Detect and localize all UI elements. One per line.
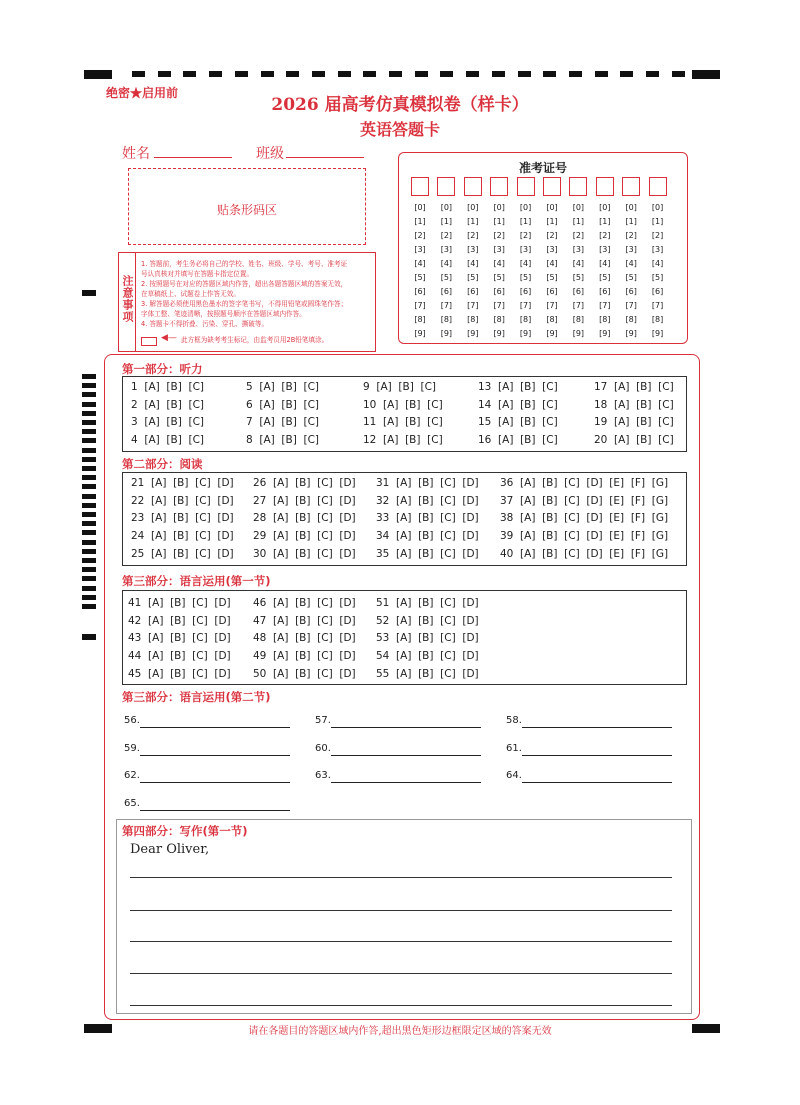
- notice-box: [118, 252, 376, 352]
- exam-id-digit-option[interactable]: [6]: [467, 287, 479, 296]
- question-options[interactable]: 25 [A] [B] [C] [D]: [131, 547, 234, 560]
- question-options[interactable]: 20 [A] [B] [C]: [594, 433, 674, 446]
- exam-id-digit-option[interactable]: [2]: [546, 231, 558, 240]
- exam-id-digit-option[interactable]: [4]: [519, 259, 532, 268]
- exam-id-digit-option[interactable]: [5]: [599, 273, 611, 282]
- exam-id-digit-option[interactable]: [8]: [519, 315, 532, 324]
- timing-dash: [82, 411, 96, 416]
- notice-label: 注意事项: [121, 275, 134, 323]
- question-options[interactable]: 50 [A] [B] [C] [D]: [253, 667, 356, 680]
- exam-id-digit-option[interactable]: [1]: [625, 217, 637, 226]
- exam-id-digit-option[interactable]: [3]: [440, 245, 453, 254]
- writing-greeting: Dear Oliver,: [130, 842, 210, 857]
- exam-id-digit-option[interactable]: [7]: [625, 301, 637, 310]
- timing-dash: [440, 71, 453, 77]
- timing-dash: [82, 576, 96, 581]
- class-label: 班级: [256, 146, 284, 162]
- question-options[interactable]: 10 [A] [B] [C]: [363, 398, 443, 411]
- blank-answer-line[interactable]: [140, 755, 290, 756]
- exam-id-digit-option[interactable]: [2]: [519, 231, 532, 240]
- name-label: 姓名: [122, 146, 150, 162]
- exam-id-digit-option[interactable]: [5]: [625, 273, 637, 282]
- timing-dash: [82, 402, 96, 407]
- question-options[interactable]: 8 [A] [B] [C]: [246, 433, 320, 446]
- question-options[interactable]: 54 [A] [B] [C] [D]: [376, 650, 479, 663]
- exam-id-digit-option[interactable]: [2]: [572, 231, 585, 240]
- exam-id-digit-option[interactable]: [8]: [467, 315, 479, 324]
- exam-id-digit-option[interactable]: [0]: [546, 203, 558, 212]
- question-options[interactable]: 24 [A] [B] [C] [D]: [131, 530, 234, 543]
- blank-number: 61.: [506, 742, 522, 754]
- notice-text: [141, 259, 373, 329]
- timing-dash: [82, 438, 96, 443]
- question-options[interactable]: 28 [A] [B] [C] [D]: [253, 512, 356, 525]
- exam-id-digit-option[interactable]: [4]: [572, 259, 585, 268]
- question-options[interactable]: 41 [A] [B] [C] [D]: [128, 597, 231, 609]
- exam-id-digit-option[interactable]: [0]: [572, 203, 585, 212]
- timing-dash: [82, 457, 96, 462]
- barcode-area[interactable]: [128, 168, 366, 245]
- timing-dash: [158, 71, 171, 77]
- exam-id-digit-option[interactable]: [4]: [599, 259, 611, 268]
- question-options[interactable]: 42 [A] [B] [C] [D]: [128, 614, 231, 627]
- exam-id-digit-option[interactable]: [5]: [493, 273, 505, 282]
- exam-id-digit-option[interactable]: [3]: [467, 245, 479, 254]
- question-options[interactable]: 15 [A] [B] [C]: [478, 416, 558, 428]
- question-options[interactable]: 31 [A] [B] [C] [D]: [376, 477, 479, 489]
- question-options[interactable]: 11 [A] [B] [C]: [363, 416, 443, 428]
- exam-id-digit-option[interactable]: [0]: [414, 203, 426, 212]
- exam-id-digit-option[interactable]: [7]: [599, 301, 611, 310]
- exam-id-box[interactable]: [596, 177, 614, 196]
- timing-mark-top-left: [84, 70, 112, 79]
- exam-id-digit-option[interactable]: [7]: [546, 301, 558, 310]
- exam-id-digit-option[interactable]: [1]: [546, 217, 558, 226]
- question-options[interactable]: 51 [A] [B] [C] [D]: [376, 597, 479, 609]
- timing-dash: [82, 383, 96, 388]
- exam-id-digit-option[interactable]: [8]: [572, 315, 585, 324]
- exam-id-digit-option[interactable]: [5]: [546, 273, 558, 282]
- timing-dash: [82, 567, 96, 572]
- question-options[interactable]: 12 [A] [B] [C]: [363, 433, 443, 446]
- timing-dash: [595, 71, 608, 77]
- blank-number: 64.: [506, 770, 522, 781]
- exam-id-box[interactable]: [464, 177, 482, 196]
- blank-number: 60.: [315, 742, 331, 754]
- exam-id-digit-option[interactable]: [0]: [467, 203, 479, 212]
- exam-id-digit-option[interactable]: [9]: [599, 329, 611, 338]
- exam-id-digit-option[interactable]: [0]: [493, 203, 505, 212]
- exam-id-digit-option[interactable]: [8]: [414, 315, 426, 324]
- blank-answer-line[interactable]: [522, 727, 672, 728]
- page-subtitle: 英语答题卡: [359, 120, 440, 139]
- exam-id-digit-option[interactable]: [3]: [651, 245, 664, 254]
- writing-line[interactable]: [130, 941, 672, 942]
- question-options[interactable]: 39 [A] [B] [C] [D] [E] [F] [G]: [500, 530, 669, 543]
- timing-dash: [312, 71, 325, 77]
- notice-item: 3. 解答题必须使用黑色墨水的签字笔书写，不得用铅笔或圆珠笔作答；: [141, 300, 348, 308]
- timing-dash: [82, 503, 96, 508]
- section-writing-title: 第四部分：写作(第一节): [122, 824, 248, 838]
- timing-dash: [183, 71, 196, 77]
- notice-label-column: [119, 253, 136, 351]
- exam-id-digit-option[interactable]: [3]: [493, 245, 505, 254]
- timing-dash: [82, 466, 96, 471]
- question-options[interactable]: 46 [A] [B] [C] [D]: [253, 597, 356, 609]
- arrow-left-icon: ◀—: [161, 333, 177, 343]
- timing-dash: [82, 420, 96, 425]
- exam-id-digit-option[interactable]: [2]: [599, 231, 611, 240]
- timing-dash: [82, 475, 96, 480]
- timing-dash: [235, 71, 248, 77]
- blank-number: 56.: [124, 715, 140, 726]
- question-options[interactable]: 29 [A] [B] [C] [D]: [253, 530, 356, 543]
- timing-dash: [82, 586, 96, 591]
- exam-id-digit-option[interactable]: [3]: [599, 245, 611, 254]
- exam-id-digit-option[interactable]: [2]: [467, 231, 479, 240]
- question-options[interactable]: 36 [A] [B] [C] [D] [E] [F] [G]: [500, 477, 669, 489]
- question-options[interactable]: 4 [A] [B] [C]: [131, 433, 205, 446]
- timing-dash: [82, 604, 96, 609]
- notice-item: 2. 按照题号在对应的答题区域内作答，超出各题答题区域的答案无效，: [141, 280, 348, 288]
- blank-answer-line[interactable]: [140, 810, 290, 811]
- exam-id-digit-option[interactable]: [6]: [572, 287, 585, 296]
- blank-answer-line[interactable]: [140, 727, 290, 728]
- question-options[interactable]: 43 [A] [B] [C] [D]: [128, 632, 231, 645]
- blank-answer-line[interactable]: [522, 755, 672, 756]
- question-options[interactable]: 32 [A] [B] [C] [D]: [376, 494, 479, 507]
- exam-id-digit-option[interactable]: [6]: [625, 287, 637, 296]
- exam-id-digit-option[interactable]: [2]: [414, 231, 426, 240]
- exam-id-digit-option[interactable]: [5]: [440, 273, 453, 282]
- exam-id-digit-option[interactable]: [3]: [546, 245, 558, 254]
- timing-dash: [82, 290, 96, 296]
- timing-dash: [82, 374, 96, 379]
- exam-id-panel: [398, 152, 688, 344]
- timing-dash: [466, 71, 479, 77]
- timing-dash: [82, 512, 96, 517]
- exam-id-digit-option[interactable]: [9]: [467, 329, 479, 338]
- timing-dash: [132, 71, 145, 77]
- exam-id-digit-option[interactable]: [2]: [625, 231, 637, 240]
- question-options[interactable]: 38 [A] [B] [C] [D] [E] [F] [G]: [500, 512, 669, 525]
- timing-dash: [82, 595, 96, 600]
- timing-dash: [492, 71, 505, 77]
- writing-line[interactable]: [130, 973, 672, 974]
- notice-item: 4. 答题卡不得折叠、污染、穿孔、撕破等。: [141, 320, 269, 328]
- question-options[interactable]: 44 [A] [B] [C] [D]: [128, 650, 231, 663]
- question-options[interactable]: 21 [A] [B] [C] [D]: [131, 477, 234, 489]
- exam-id-digit-option[interactable]: [9]: [440, 329, 453, 338]
- absent-note: 此方框为缺考考生标记，由监考员用2B铅笔填涂。: [181, 336, 329, 344]
- timing-dash: [82, 540, 96, 545]
- exam-id-digit-option[interactable]: [1]: [599, 217, 611, 226]
- exam-id-digit-option[interactable]: [0]: [440, 203, 453, 212]
- writing-line[interactable]: [130, 1005, 672, 1006]
- question-options[interactable]: 18 [A] [B] [C]: [594, 398, 674, 411]
- absent-mark-box[interactable]: [141, 337, 157, 346]
- blank-number: 57.: [315, 715, 331, 726]
- exam-id-digit-option[interactable]: [4]: [493, 259, 505, 268]
- exam-id-digit-option[interactable]: [5]: [414, 273, 426, 282]
- exam-id-digit-option[interactable]: [3]: [625, 245, 637, 254]
- exam-id-box[interactable]: [437, 177, 455, 196]
- exam-id-digit-option[interactable]: [8]: [493, 315, 505, 324]
- question-options[interactable]: 49 [A] [B] [C] [D]: [253, 650, 356, 663]
- question-options[interactable]: 35 [A] [B] [C] [D]: [376, 547, 479, 560]
- blank-number: 58.: [506, 715, 522, 726]
- question-options[interactable]: 2 [A] [B] [C]: [131, 398, 205, 411]
- timing-dash: [82, 634, 96, 640]
- question-options[interactable]: 55 [A] [B] [C] [D]: [376, 667, 479, 680]
- exam-id-digit-option[interactable]: [2]: [651, 231, 664, 240]
- timing-dash: [415, 71, 428, 77]
- exam-id-digit-option[interactable]: [4]: [546, 259, 558, 268]
- question-options[interactable]: 7 [A] [B] [C]: [246, 416, 320, 428]
- exam-id-digit-option[interactable]: [6]: [440, 287, 453, 296]
- timing-dash: [82, 530, 96, 535]
- timing-dash: [82, 549, 96, 554]
- timing-dash: [82, 521, 96, 526]
- exam-id-digit-option[interactable]: [6]: [519, 287, 532, 296]
- exam-id-digit-option[interactable]: [3]: [519, 245, 532, 254]
- question-options[interactable]: 40 [A] [B] [C] [D] [E] [F] [G]: [500, 547, 669, 560]
- question-options[interactable]: 47 [A] [B] [C] [D]: [253, 614, 356, 627]
- exam-id-digit-option[interactable]: [7]: [467, 301, 479, 310]
- section-reading-title: 第二部分：阅读: [122, 457, 203, 471]
- exam-id-digit-option[interactable]: [7]: [493, 301, 505, 310]
- page-title: 2026 届高考仿真模拟卷（样卡）: [271, 95, 529, 115]
- exam-id-digit-option[interactable]: [1]: [440, 217, 453, 226]
- timing-dash: [646, 71, 659, 77]
- timing-dash: [389, 71, 402, 77]
- exam-id-digit-option[interactable]: [7]: [414, 301, 426, 310]
- exam-id-digit-option[interactable]: [6]: [414, 287, 426, 296]
- timing-dash: [82, 558, 96, 563]
- secret-label: 绝密★启用前: [106, 86, 179, 100]
- exam-id-digit-option[interactable]: [9]: [493, 329, 505, 338]
- exam-id-digit-option[interactable]: [0]: [519, 203, 532, 212]
- section-language1-title: 第三部分：语言运用(第一节): [122, 574, 271, 588]
- exam-id-digit-option[interactable]: [6]: [493, 287, 505, 296]
- exam-id-digit-option[interactable]: [6]: [651, 287, 664, 296]
- question-options[interactable]: 30 [A] [B] [C] [D]: [253, 547, 356, 560]
- exam-id-digit-option[interactable]: [8]: [440, 315, 453, 324]
- question-options[interactable]: 53 [A] [B] [C] [D]: [376, 632, 479, 645]
- exam-id-box[interactable]: [411, 177, 429, 196]
- timing-dash: [261, 71, 274, 77]
- exam-id-digit-option[interactable]: [9]: [414, 329, 426, 338]
- question-options[interactable]: 1 [A] [B] [C]: [131, 381, 205, 393]
- exam-id-box[interactable]: [622, 177, 640, 196]
- blank-number: 63.: [315, 770, 331, 781]
- notice-item: 字体工整、笔迹清晰，按照题号顺序在答题区域内作答。: [141, 310, 306, 318]
- blank-answer-line[interactable]: [331, 755, 481, 756]
- blank-answer-line[interactable]: [522, 782, 672, 783]
- exam-id-digit-option[interactable]: [9]: [546, 329, 558, 338]
- timing-dash: [82, 448, 96, 453]
- question-options[interactable]: 37 [A] [B] [C] [D] [E] [F] [G]: [500, 494, 669, 507]
- timing-dash: [363, 71, 376, 77]
- exam-id-digit-option[interactable]: [4]: [651, 259, 664, 268]
- exam-id-digit-option[interactable]: [5]: [519, 273, 532, 282]
- exam-id-digit-option[interactable]: [1]: [519, 217, 532, 226]
- writing-line[interactable]: [130, 910, 672, 911]
- timing-dash: [82, 494, 96, 499]
- question-options[interactable]: 16 [A] [B] [C]: [478, 433, 558, 446]
- question-options[interactable]: 27 [A] [B] [C] [D]: [253, 494, 356, 507]
- exam-id-digit-option[interactable]: [6]: [599, 287, 611, 296]
- question-options[interactable]: 48 [A] [B] [C] [D]: [253, 632, 356, 645]
- exam-id-digit-option[interactable]: [1]: [651, 217, 664, 226]
- timing-dash: [286, 71, 299, 77]
- exam-id-digit-option[interactable]: [4]: [625, 259, 637, 268]
- question-options[interactable]: 6 [A] [B] [C]: [246, 398, 320, 411]
- exam-id-digit-option[interactable]: [8]: [625, 315, 637, 324]
- timing-dash: [569, 71, 582, 77]
- exam-id-digit-option[interactable]: [2]: [440, 231, 453, 240]
- blank-number: 59.: [124, 742, 140, 754]
- exam-id-digit-option[interactable]: [6]: [546, 287, 558, 296]
- exam-id-digit-option[interactable]: [3]: [572, 245, 585, 254]
- exam-id-digit-option[interactable]: [8]: [651, 315, 664, 324]
- timing-dash: [543, 71, 556, 77]
- writing-line[interactable]: [130, 877, 672, 878]
- timing-dash: [209, 71, 222, 77]
- question-options[interactable]: 22 [A] [B] [C] [D]: [131, 494, 234, 507]
- footer-note: 请在各题目的答题区域内作答,超出黑色矩形边框限定区域的答案无效: [248, 1026, 552, 1037]
- exam-id-digit-option[interactable]: [1]: [493, 217, 505, 226]
- timing-dash: [82, 484, 96, 489]
- timing-dash: [82, 392, 96, 397]
- question-options[interactable]: 3 [A] [B] [C]: [131, 416, 205, 428]
- question-options[interactable]: 34 [A] [B] [C] [D]: [376, 530, 479, 543]
- exam-id-digit-option[interactable]: [9]: [651, 329, 664, 338]
- exam-id-digit-option[interactable]: [4]: [440, 259, 453, 268]
- timing-dash: [518, 71, 531, 77]
- barcode-label: 贴条形码区: [216, 203, 277, 217]
- notice-item: 1. 答题前，考生务必将自己的学校、姓名、班级、学号、考号、准考证: [141, 260, 348, 268]
- exam-id-digit-option[interactable]: [5]: [572, 273, 585, 282]
- exam-id-digit-option[interactable]: [4]: [467, 259, 479, 268]
- question-options[interactable]: 52 [A] [B] [C] [D]: [376, 614, 479, 627]
- exam-id-digit-option[interactable]: [9]: [572, 329, 585, 338]
- exam-id-digit-option[interactable]: [5]: [651, 273, 664, 282]
- exam-id-digit-option[interactable]: [3]: [414, 245, 426, 254]
- exam-id-digit-option[interactable]: [7]: [440, 301, 453, 310]
- exam-id-box[interactable]: [517, 177, 535, 196]
- question-options[interactable]: 19 [A] [B] [C]: [594, 416, 674, 428]
- question-options[interactable]: 5 [A] [B] [C]: [246, 381, 320, 393]
- exam-id-digit-option[interactable]: [2]: [493, 231, 505, 240]
- exam-id-title: 准考证号: [518, 161, 567, 175]
- question-options[interactable]: 33 [A] [B] [C] [D]: [376, 512, 479, 525]
- exam-id-box[interactable]: [569, 177, 587, 196]
- exam-id-digit-option[interactable]: [0]: [625, 203, 637, 212]
- question-options[interactable]: 9 [A] [B] [C]: [363, 381, 437, 393]
- timing-dash: [672, 71, 685, 77]
- blank-number: 62.: [124, 770, 140, 781]
- exam-id-digit-option[interactable]: [9]: [519, 329, 532, 338]
- question-options[interactable]: 14 [A] [B] [C]: [478, 398, 558, 411]
- exam-id-box[interactable]: [543, 177, 561, 196]
- exam-id-digit-option[interactable]: [7]: [651, 301, 664, 310]
- section-language2-title: 第三部分：语言运用(第二节): [122, 690, 271, 704]
- question-options[interactable]: 17 [A] [B] [C]: [594, 381, 674, 393]
- exam-id-box[interactable]: [490, 177, 508, 196]
- exam-id-digit-option[interactable]: [5]: [467, 273, 479, 282]
- exam-id-digit-option[interactable]: [1]: [467, 217, 479, 226]
- notice-item: 在草稿纸上、试题卷上作答无效。: [141, 290, 240, 298]
- question-options[interactable]: 13 [A] [B] [C]: [478, 381, 558, 393]
- timing-dash: [620, 71, 633, 77]
- exam-id-digit-option[interactable]: [4]: [414, 259, 426, 268]
- question-options[interactable]: 45 [A] [B] [C] [D]: [128, 667, 231, 680]
- timing-dash: [338, 71, 351, 77]
- exam-id-box[interactable]: [649, 177, 667, 196]
- section-listening-title: 第一部分：听力: [122, 362, 203, 376]
- exam-id-digit-option[interactable]: [7]: [572, 301, 585, 310]
- name-field[interactable]: [154, 157, 232, 158]
- exam-id-digit-option[interactable]: [7]: [519, 301, 532, 310]
- notice-item: 号认真核对并填写在答题卡指定位置。: [141, 270, 254, 278]
- exam-id-digit-option[interactable]: [0]: [651, 203, 664, 212]
- timing-mark-top-right: [692, 70, 720, 79]
- exam-id-digit-option[interactable]: [1]: [414, 217, 426, 226]
- question-options[interactable]: 26 [A] [B] [C] [D]: [253, 477, 356, 489]
- blank-answer-line[interactable]: [140, 782, 290, 783]
- class-field[interactable]: [286, 157, 364, 158]
- exam-id-digit-option[interactable]: [0]: [599, 203, 611, 212]
- exam-id-digit-option[interactable]: [8]: [546, 315, 558, 324]
- timing-dash: [82, 429, 96, 434]
- exam-id-digit-option[interactable]: [8]: [599, 315, 611, 324]
- question-options[interactable]: 23 [A] [B] [C] [D]: [131, 512, 234, 525]
- blank-number: 65.: [124, 797, 140, 809]
- exam-id-digit-option[interactable]: [1]: [572, 217, 585, 226]
- blank-answer-line[interactable]: [331, 782, 481, 783]
- blank-answer-line[interactable]: [331, 727, 481, 728]
- exam-id-digit-option[interactable]: [9]: [625, 329, 637, 338]
